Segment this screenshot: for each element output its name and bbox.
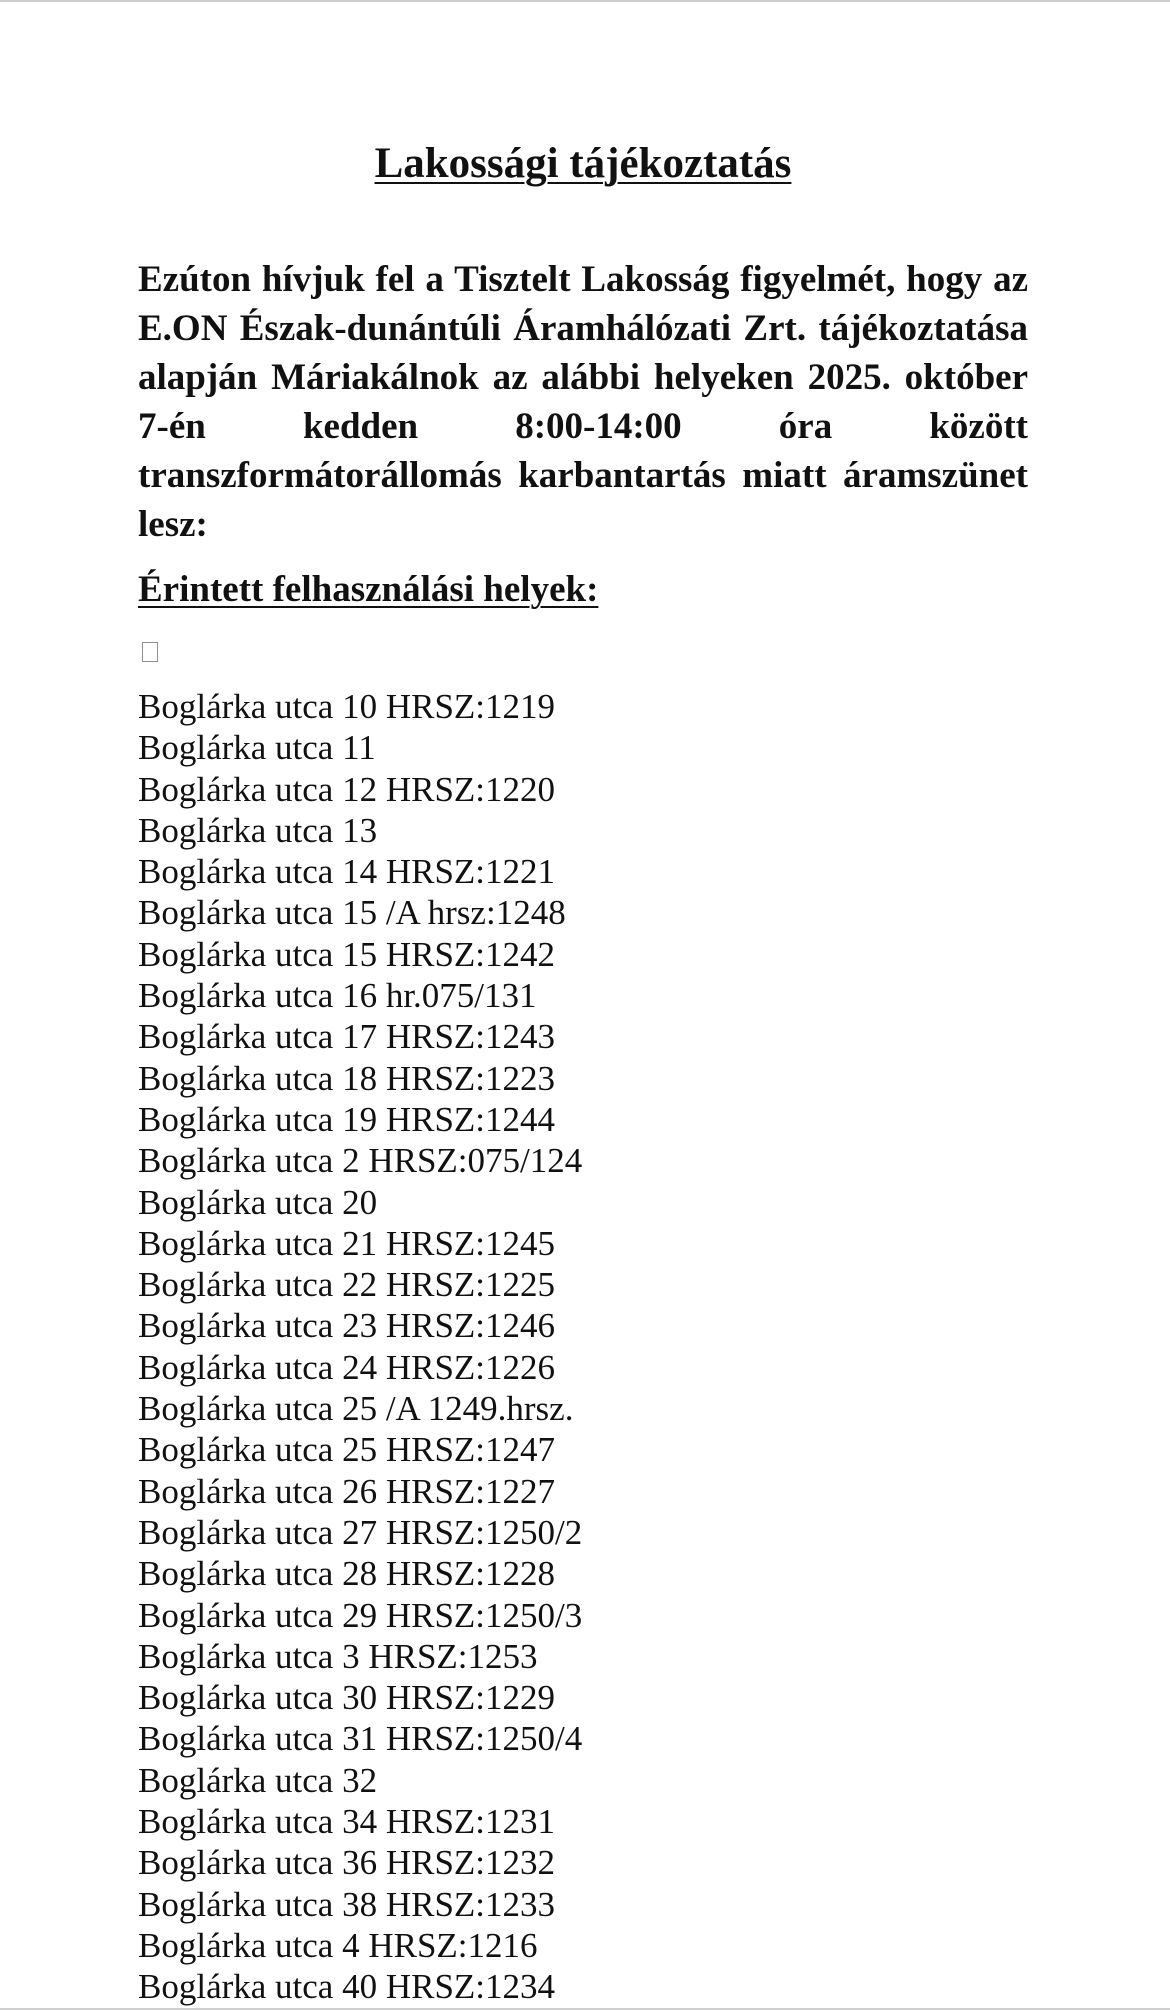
address-list-item: Boglárka utca 25 /A 1249.hrsz. [138,1389,574,1429]
address-list-item: Boglárka utca 10 HRSZ:1219 [138,687,556,726]
top-border [0,0,1170,2]
address-list-item: Boglárka utca 15 HRSZ:1242 [138,934,556,974]
address-list-item: Boglárka utca 12 HRSZ:1220 [138,769,556,809]
address-list-item: Boglárka utca 4 HRSZ:1216 [138,1925,538,1965]
address-list-item: Boglárka utca 22 HRSZ:1225 [138,1265,556,1305]
address-list-item: Boglárka utca 38 HRSZ:1233 [138,1884,556,1924]
address-list-item: Boglárka utca 16 hr.075/131 [138,976,537,1016]
address-list-item: Boglárka utca 34 HRSZ:1231 [138,1802,556,1842]
address-list-item: Boglárka utca 21 HRSZ:1245 [138,1223,556,1263]
address-list-item: Boglárka utca 13 [138,810,378,850]
address-list-item: Boglárka utca 17 HRSZ:1243 [138,1017,556,1057]
address-list-item: Boglárka utca 36 HRSZ:1232 [138,1843,556,1883]
address-list-item: Boglárka utca 11 [138,728,376,768]
address-list-item: Boglárka utca 20 [138,1182,378,1222]
address-list-item: Boglárka utca 32 [138,1760,378,1800]
address-list-item: Boglárka utca 30 HRSZ:1229 [138,1678,556,1718]
document-title: Lakossági tájékoztatás [374,140,792,187]
outage-notice: Ezúton hívjuk fel a Tisztelt Lakosság figyelmét, hogy az E.ON Észak-dunántúli Áramhálózati Zrt. tájékoztatása alapján Máriakálnok az alábbi helyeken 2025. október 7-én kedden 8:00-14:00 óra között transzformátorállomás karbantartás miatt áramszünet lesz: [138,259,1028,545]
affected-locations-heading: Érintett felhasználási helyek: [138,569,599,610]
address-list-item: Boglárka utca 3 HRSZ:1253 [138,1636,538,1676]
address-list-item: Boglárka utca 25 HRSZ:1247 [138,1430,556,1470]
broken-image-icon [142,642,158,662]
address-list-item: Boglárka utca 14 HRSZ:1221 [138,852,556,892]
address-list-item: Boglárka utca 27 HRSZ:1250/2 [138,1512,583,1552]
address-list-item: Boglárka utca 29 HRSZ:1250/3 [138,1595,583,1635]
address-list-item: Boglárka utca 26 HRSZ:1227 [138,1471,556,1511]
affected-address-list [138,686,582,2008]
address-list-item: Boglárka utca 23 HRSZ:1246 [138,1306,556,1346]
address-list-item: Boglárka utca 19 HRSZ:1244 [138,1099,556,1139]
address-list-item: Boglárka utca 24 HRSZ:1226 [138,1347,556,1387]
address-list-item: Boglárka utca 31 HRSZ:1250/4 [138,1719,583,1759]
address-list-item: Boglárka utca 15 /A hrsz:1248 [138,893,566,933]
address-list-item: Boglárka utca 2 HRSZ:075/124 [138,1141,583,1181]
address-list-item: Boglárka utca 28 HRSZ:1228 [138,1554,556,1594]
address-list-item: Boglárka utca 40 HRSZ:1234 [138,1967,556,2007]
address-list-item: Boglárka utca 18 HRSZ:1223 [138,1058,556,1098]
